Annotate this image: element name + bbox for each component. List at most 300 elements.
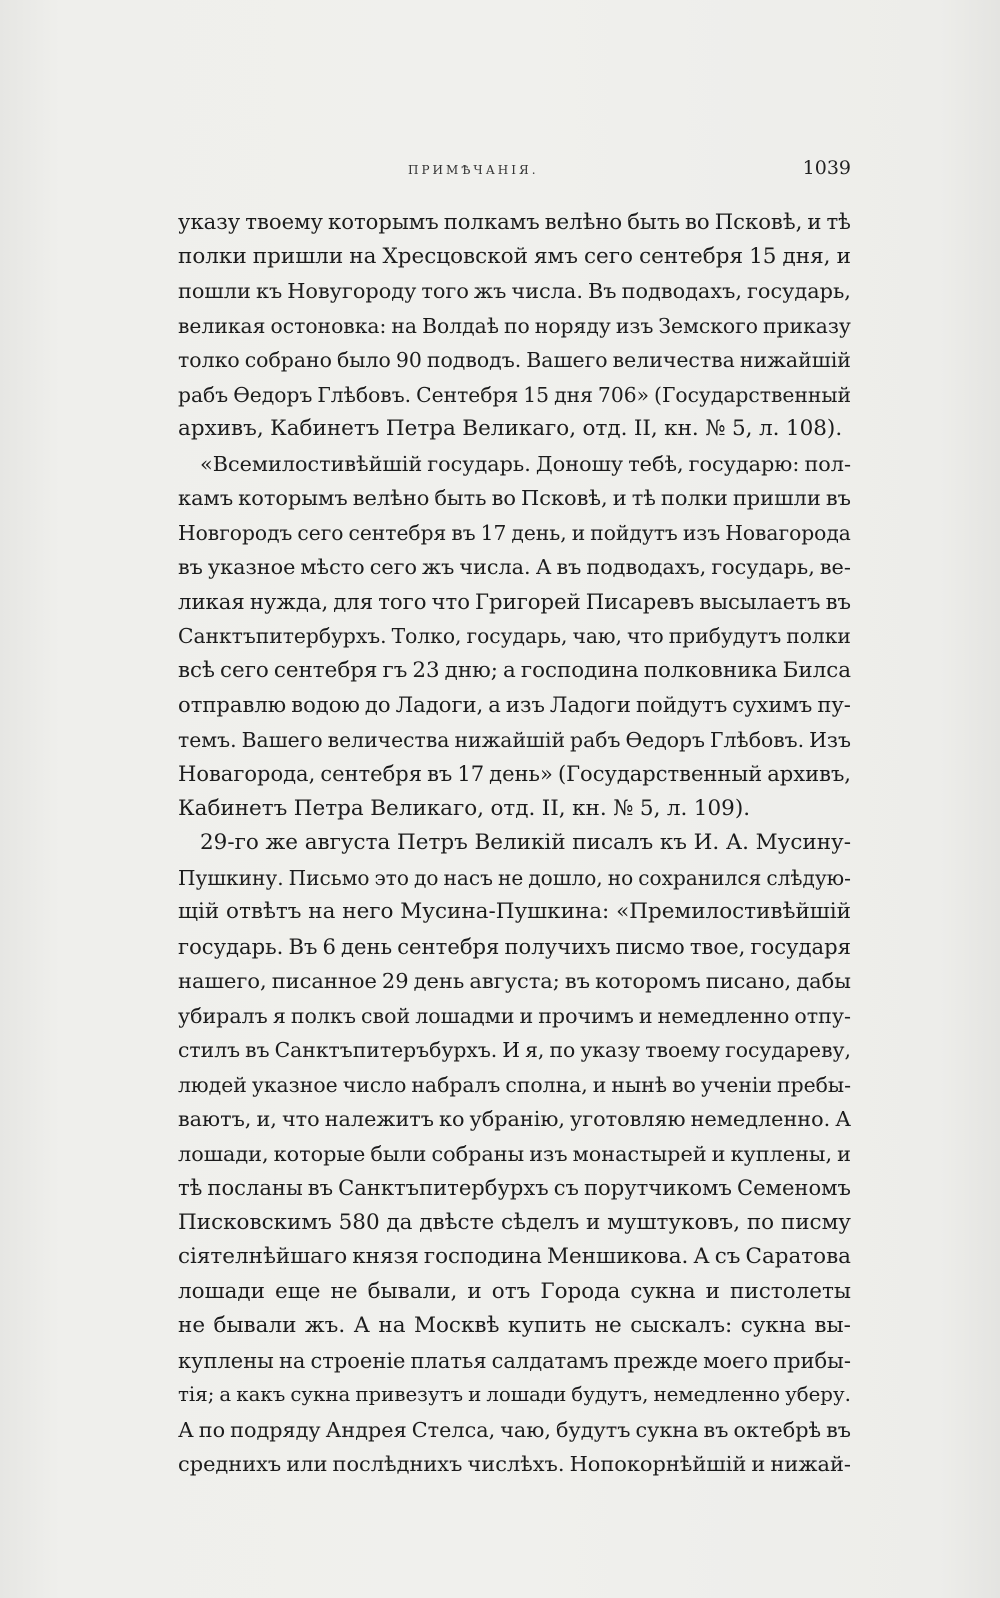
- word: Письмо: [288, 865, 370, 890]
- word: ко: [439, 1107, 465, 1131]
- word: указное: [251, 1072, 338, 1097]
- word: сентебря: [348, 520, 447, 545]
- word: Петра: [293, 795, 364, 821]
- word: государь,: [466, 624, 568, 648]
- word: отвѣтъ: [226, 899, 302, 924]
- word: А: [693, 1244, 710, 1269]
- word: немедленно: [653, 1383, 781, 1406]
- word: Андрея: [325, 1417, 407, 1442]
- word: немедленно: [657, 1003, 790, 1028]
- word: ваютъ,: [178, 1107, 252, 1131]
- word: II,: [541, 795, 566, 821]
- word: велѣно: [352, 486, 430, 510]
- text-line: [178, 1068, 851, 1103]
- word: я,: [525, 1038, 545, 1062]
- word: да: [386, 1209, 413, 1235]
- word: писму: [780, 1209, 851, 1235]
- word: Псковѣ,: [714, 209, 803, 234]
- word: сентебря: [320, 761, 422, 786]
- word: съ: [714, 1244, 741, 1269]
- word: 6: [322, 933, 336, 959]
- text-line: [178, 447, 851, 482]
- word: Изъ: [809, 727, 851, 752]
- word: ликая: [178, 588, 245, 614]
- word: сѣделъ: [500, 1209, 580, 1235]
- word: (Государственный: [654, 382, 851, 407]
- word: сентебря: [639, 243, 744, 269]
- word: въ: [307, 1175, 334, 1200]
- word: Москвѣ: [413, 1313, 500, 1338]
- word: тія;: [178, 1383, 215, 1406]
- word: собрано: [244, 348, 332, 372]
- word: салдатамъ: [491, 1348, 609, 1373]
- word: темъ.: [178, 727, 237, 752]
- word: Великаго,: [462, 416, 577, 441]
- word: господина: [423, 1244, 542, 1269]
- word: отд.: [582, 416, 628, 441]
- word: государь.: [178, 933, 284, 959]
- word: подводахъ,: [586, 555, 707, 579]
- word: бывали: [213, 1313, 297, 1338]
- word: лошади: [178, 1278, 265, 1304]
- word: убранію,: [469, 1107, 565, 1131]
- word: уберу.: [785, 1383, 851, 1406]
- word: всѣ: [178, 657, 215, 683]
- word: куплены: [178, 1348, 274, 1373]
- word: сего: [584, 243, 633, 269]
- word: въ: [451, 520, 476, 545]
- word: II,: [633, 416, 658, 441]
- text-line: [178, 619, 851, 654]
- word: отпу-: [794, 1003, 851, 1028]
- word: величества: [327, 727, 450, 752]
- word: не: [330, 1278, 358, 1304]
- word: Мусину-: [755, 830, 851, 855]
- word: сухимъ: [732, 692, 813, 717]
- word: и: [705, 1278, 720, 1304]
- word: сего: [220, 657, 269, 683]
- word: указу: [178, 209, 241, 234]
- word: дабы: [796, 969, 851, 993]
- word: того: [421, 279, 469, 303]
- word: велѣно: [544, 209, 623, 234]
- word: пол-: [804, 451, 851, 476]
- word: на: [391, 313, 418, 338]
- word: на: [378, 1313, 406, 1338]
- word: л.: [666, 795, 688, 821]
- word: него: [342, 899, 394, 924]
- word: людей: [178, 1072, 247, 1097]
- word: какъ: [236, 1383, 286, 1406]
- word: дня: [554, 382, 593, 407]
- word: 15: [523, 382, 550, 407]
- word: Псковѣ,: [520, 486, 608, 510]
- word: князя: [352, 1244, 419, 1269]
- text-line: [178, 792, 851, 827]
- word: нашего,: [178, 969, 267, 993]
- word: въ: [825, 588, 851, 614]
- word: архивъ,: [178, 416, 264, 441]
- word: жъ.: [304, 1313, 346, 1338]
- word: кн.: [664, 416, 699, 441]
- text-line: [178, 1206, 851, 1241]
- word: великая: [178, 313, 266, 338]
- word: полки: [660, 486, 728, 510]
- word: по: [504, 313, 530, 338]
- word: Хресцовской: [382, 243, 528, 269]
- word: Новагорода: [725, 520, 851, 545]
- word: сукна: [740, 1313, 806, 1338]
- word: строеніе: [310, 1348, 406, 1373]
- word: октебрѣ: [733, 1417, 822, 1442]
- text-line: [178, 723, 851, 758]
- word: указу: [580, 1038, 641, 1062]
- word: еще: [275, 1278, 321, 1304]
- word: въ: [703, 1417, 729, 1442]
- word: съ: [553, 1175, 579, 1200]
- word: Волдаѣ: [422, 313, 499, 338]
- word: числѣхъ.: [467, 1452, 565, 1476]
- word: къ: [659, 830, 687, 855]
- word: государеву,: [725, 1038, 851, 1062]
- word: въ: [556, 555, 582, 579]
- word: но: [607, 865, 634, 890]
- word: кн.: [572, 795, 607, 821]
- word: августа;: [469, 969, 560, 993]
- word: нижайшій: [739, 348, 851, 372]
- word: которые: [273, 1141, 366, 1166]
- text-line: [178, 516, 851, 551]
- word: прочимъ: [538, 1003, 634, 1028]
- word: лошади,: [178, 1141, 269, 1166]
- word: Глѣбовъ.: [317, 382, 412, 407]
- word: купить: [507, 1313, 587, 1338]
- text-line: [178, 343, 851, 378]
- word: изъ: [682, 520, 721, 545]
- running-head: ПРИМѢЧАНІЯ.: [408, 163, 539, 177]
- word: куплены,: [730, 1141, 833, 1166]
- word: 23: [412, 657, 440, 683]
- word: пойдутъ: [635, 692, 728, 717]
- word: Писаревъ: [585, 588, 695, 614]
- word: свой: [360, 1003, 411, 1028]
- word: сіятелнѣйшаго: [178, 1244, 348, 1269]
- word: сукна: [290, 1383, 351, 1406]
- text-line: [178, 378, 851, 413]
- word: порутчикомъ: [583, 1175, 732, 1200]
- text-line: [178, 1309, 851, 1344]
- word: Сентебря: [416, 382, 519, 407]
- word: Билса: [782, 657, 851, 683]
- text-line: [178, 999, 851, 1034]
- word: отд.: [490, 795, 536, 821]
- word: сохранился: [638, 865, 762, 890]
- word: пошли: [178, 279, 251, 303]
- text-line: [178, 309, 851, 344]
- word: прибы-: [773, 1348, 851, 1373]
- word: Стелса,: [411, 1417, 496, 1442]
- word: тѣ: [178, 1175, 203, 1200]
- word: сполна,: [505, 1072, 588, 1097]
- word: и: [711, 1141, 726, 1166]
- word: жъ: [422, 555, 455, 579]
- word: набралъ: [411, 1072, 501, 1097]
- word: прежде: [613, 1348, 699, 1373]
- word: Новгородъ: [178, 520, 293, 545]
- word: вы-: [814, 1313, 851, 1338]
- word: Кабинетъ: [178, 795, 288, 821]
- text-line: [178, 412, 851, 447]
- word: водою: [291, 692, 360, 717]
- word: что: [431, 588, 470, 614]
- text-line: [178, 757, 851, 792]
- word: твое,: [689, 933, 746, 959]
- text-line: [178, 1102, 851, 1137]
- word: нынѣ: [611, 1072, 668, 1097]
- word: и: [467, 1278, 482, 1304]
- word: были: [370, 1141, 427, 1166]
- word: Ѳедоръ: [233, 382, 313, 407]
- word: и: [751, 1452, 766, 1476]
- text-line: [178, 688, 851, 723]
- word: пу-: [817, 692, 851, 717]
- word: быть: [627, 209, 680, 234]
- word: во: [491, 486, 516, 510]
- word: Кабинетъ: [270, 416, 380, 441]
- word: изъ: [505, 692, 545, 717]
- word: И.: [693, 830, 720, 855]
- word: или: [286, 1452, 328, 1476]
- word: тебѣ,: [628, 451, 684, 476]
- word: день,: [511, 520, 567, 545]
- word: того: [378, 588, 427, 614]
- word: тѣ: [631, 486, 656, 510]
- word: пистолеты: [730, 1278, 851, 1304]
- word: въ: [427, 761, 453, 786]
- word: сукна: [630, 1278, 696, 1304]
- word: А: [535, 555, 552, 579]
- word: августа: [304, 830, 391, 855]
- word: а: [503, 657, 516, 683]
- word: №: [705, 416, 726, 441]
- text-line: [178, 585, 851, 620]
- word: а: [488, 692, 501, 717]
- word: Санктъпитеръбурхъ.: [274, 1038, 498, 1062]
- word: и,: [256, 1107, 277, 1131]
- word: мѣсто: [300, 555, 365, 579]
- word: числа.: [511, 279, 583, 303]
- word: будутъ,: [571, 1383, 649, 1406]
- word: посланы: [207, 1175, 303, 1200]
- word: 108).: [785, 416, 843, 441]
- word: писанное: [271, 969, 377, 993]
- word: 17: [480, 520, 507, 545]
- word: лошадми: [415, 1003, 515, 1028]
- word: и: [612, 486, 627, 510]
- word: ямъ: [533, 243, 578, 269]
- word: платья: [410, 1348, 487, 1373]
- page-number: 1039: [802, 157, 851, 179]
- word: толко: [178, 348, 240, 372]
- word: «Премилостивѣйшій: [616, 899, 851, 924]
- text-line: [178, 1413, 851, 1448]
- word: Санктъпитербурхъ.: [178, 624, 387, 648]
- word: пришли: [252, 243, 344, 269]
- word: Петръ: [396, 830, 468, 855]
- word: число: [342, 1072, 407, 1097]
- word: ве-: [819, 555, 851, 579]
- word: было: [336, 348, 391, 372]
- word: подводахъ,: [621, 279, 742, 303]
- word: привезутъ: [355, 1383, 464, 1406]
- word: ученіи: [700, 1072, 772, 1097]
- word: 109).: [693, 795, 751, 821]
- word: И: [502, 1038, 521, 1062]
- word: твоему: [245, 209, 323, 234]
- word: въ: [564, 969, 591, 993]
- word: сентебря: [273, 657, 378, 683]
- word: Толко,: [391, 624, 462, 648]
- word: на: [349, 243, 377, 269]
- word: государю:: [688, 451, 800, 476]
- word: въ: [825, 486, 851, 510]
- word: Писковскимъ: [178, 1209, 332, 1235]
- word: собраны: [431, 1141, 525, 1166]
- word: до: [364, 692, 391, 717]
- word: Великій: [474, 830, 566, 855]
- word: во: [672, 1072, 696, 1097]
- word: которымъ: [328, 209, 439, 234]
- word: послѣднихъ: [332, 1452, 463, 1476]
- word: получихъ: [504, 933, 611, 959]
- word: 90: [395, 348, 422, 372]
- word: и: [836, 243, 851, 269]
- word: сего: [297, 520, 344, 545]
- word: отправлю: [178, 692, 287, 717]
- word: 29: [381, 969, 409, 993]
- word: А: [353, 1313, 370, 1338]
- text-line: [178, 274, 851, 309]
- word: и: [519, 1003, 534, 1028]
- word: день: [341, 933, 393, 959]
- word: приказу: [763, 313, 851, 338]
- text-line: [178, 964, 851, 999]
- word: которымъ: [238, 486, 348, 510]
- word: тѣ: [826, 209, 851, 234]
- word: господина: [520, 657, 639, 683]
- word: щій: [178, 899, 220, 924]
- word: это: [374, 865, 409, 890]
- word: и: [592, 1072, 607, 1097]
- word: Пушкину.: [178, 865, 284, 890]
- word: немедленно.: [690, 1107, 831, 1131]
- word: быть: [434, 486, 487, 510]
- word: Земского: [658, 313, 758, 338]
- text-line: [178, 861, 851, 896]
- word: будутъ: [556, 1417, 631, 1442]
- word: дошло,: [528, 865, 603, 890]
- word: чаю,: [500, 1417, 551, 1442]
- word: не: [178, 1313, 206, 1338]
- word: день»: [489, 761, 553, 786]
- text-body: [178, 205, 851, 1482]
- word: отъ: [491, 1278, 531, 1304]
- word: Санктъпитербурхъ: [338, 1175, 549, 1200]
- word: належитъ: [324, 1107, 434, 1131]
- word: Петра: [385, 416, 456, 441]
- word: и: [837, 1141, 851, 1166]
- word: слѣдую-: [766, 865, 851, 890]
- text-line: [178, 550, 851, 585]
- word: писмо: [615, 933, 685, 959]
- word: Въ: [588, 279, 617, 303]
- text-line: [178, 1137, 851, 1172]
- word: 29-го: [200, 830, 259, 855]
- word: пришли: [732, 486, 821, 510]
- word: не: [497, 865, 524, 890]
- word: полки: [178, 243, 247, 269]
- word: Ѳедоръ: [625, 727, 705, 752]
- word: рабъ: [178, 382, 229, 407]
- word: изъ: [529, 1141, 568, 1166]
- word: указное: [207, 555, 296, 579]
- word: подряду: [230, 1417, 321, 1442]
- word: на: [308, 899, 336, 924]
- word: и: [807, 209, 822, 234]
- word: монастырей: [572, 1141, 707, 1166]
- word: рабъ: [570, 727, 621, 752]
- word: убиралъ: [178, 1003, 268, 1028]
- word: Григорей: [475, 588, 581, 614]
- word: государь,: [711, 555, 815, 579]
- word: Меншикова.: [547, 1244, 689, 1269]
- text-line: [178, 1275, 851, 1310]
- word: Новугороду: [287, 279, 417, 303]
- word: для: [333, 588, 374, 614]
- text-line: [178, 1447, 851, 1482]
- word: Въ: [288, 933, 318, 959]
- text-line: [178, 930, 851, 965]
- word: Города: [540, 1278, 621, 1304]
- word: А: [178, 1417, 194, 1442]
- word: остоновка:: [270, 313, 387, 338]
- text-line: [178, 481, 851, 516]
- word: А: [835, 1107, 851, 1131]
- word: по: [746, 1209, 775, 1235]
- word: и: [586, 1209, 601, 1235]
- word: «Всемилостивѣйшій: [200, 451, 423, 476]
- word: нужда,: [249, 588, 329, 614]
- word: Мусина-Пушкина:: [400, 899, 610, 924]
- word: 706»: [597, 382, 650, 407]
- word: числа.: [459, 555, 531, 579]
- word: я: [272, 1003, 286, 1028]
- word: А.: [725, 830, 749, 855]
- word: 5,: [639, 795, 661, 821]
- word: чаю,: [572, 624, 622, 648]
- word: же: [265, 830, 299, 855]
- word: и: [638, 1003, 653, 1028]
- word: сего: [369, 555, 417, 579]
- text-line: [178, 654, 851, 689]
- word: Вашего: [241, 727, 323, 752]
- text-line: [178, 1378, 851, 1413]
- word: л.: [758, 416, 780, 441]
- word: прибудутъ: [668, 624, 782, 648]
- text-line: [178, 1344, 851, 1379]
- word: не: [594, 1313, 622, 1338]
- word: въ: [245, 1038, 270, 1062]
